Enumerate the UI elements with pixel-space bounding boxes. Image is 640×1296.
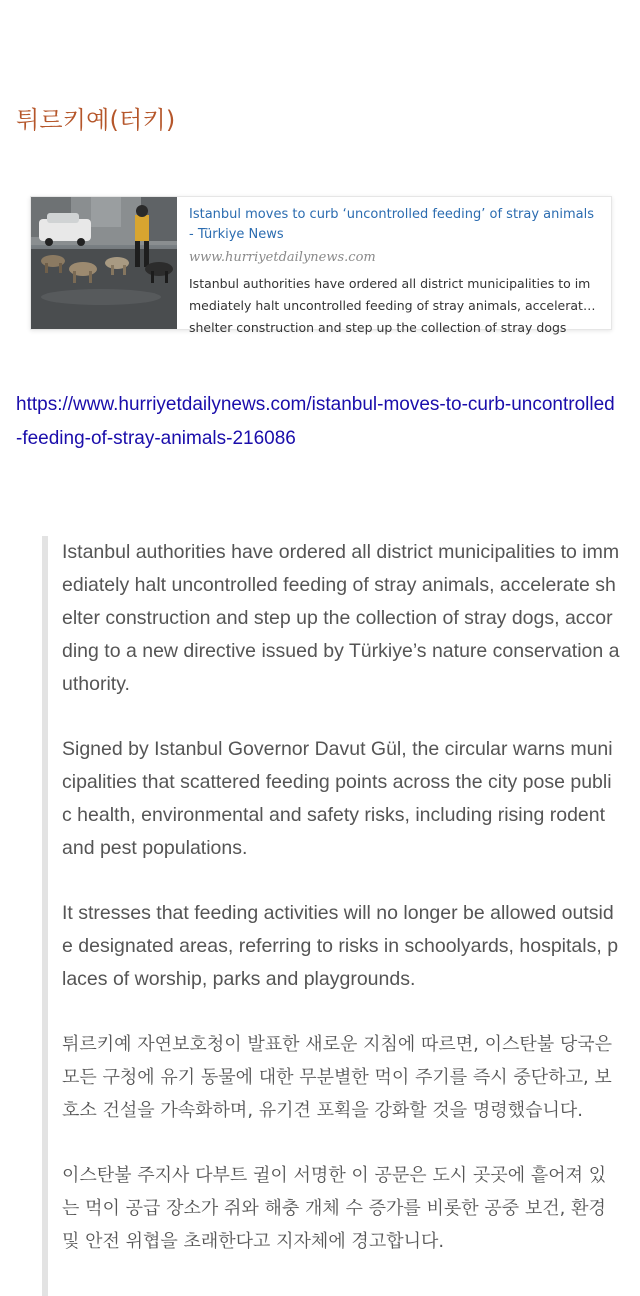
link-preview-card[interactable] [30,196,612,335]
card-domain: www.hurriyetdailynews.com [189,250,376,265]
quote-paragraph: Signed by Istanbul Governor Davut Gül, the circular warns municipalities that scattered feeding points across the city pose public health, environmental and safety risks, including rising rodent and pest populations. [62,738,613,859]
quote-paragraph: Istanbul authorities have ordered all district municipalities to immediately halt uncontrolled feeding of stray animals, accelerate shelter construction and step up the collection of stray dogs, according to a new directive issued by Türkiye’s nature conservation authority. [62,541,620,695]
article-url-link[interactable]: https://www.hurriyetdailynews.com/istanbul-moves-to-curb-uncontrolled-feeding-of-stray-animals-216086 [16,394,615,449]
quote-paragraph: 이스탄불 주지사 다부트 귈이 서명한 이 공문은 도시 곳곳에 흩어져 있는 먹이 공급 장소가 쥐와 해충 개체 수 증가를 비롯한 공중 보건, 환경 및 안전 위협을 초래한다고 지자체에 경고합니다. [62,1165,607,1252]
section-heading: 튀르키예(터키) [16,106,176,134]
quote-paragraph: 튀르키예 자연보호청이 발표한 새로운 지침에 따르면, 이스탄불 당국은 모든 구청에 유기 동물에 대한 무분별한 먹이 주기를 즉시 중단하고, 보호소 건설을 가속화하며, 유기견 포획을 강화할 것을 명령했습니다. [62,1034,613,1121]
card-description: Istanbul authorities have ordered all district municipalities to immediately halt uncontrolled feeding of stray animals, accelerate shelter construction and step up the collection of stray dogs [189,276,591,335]
quote-paragraph: It stresses that feeding activities will no longer be allowed outside designated areas, referring to risks in schoolyards, hospitals, places of worship, parks and playgrounds. [62,902,619,990]
preview-thumbnail [31,197,177,329]
blockquote [42,536,620,1296]
card-title-link[interactable]: Istanbul moves to curb ‘uncontrolled feeding’ of stray animals - Türkiye News [189,207,595,242]
